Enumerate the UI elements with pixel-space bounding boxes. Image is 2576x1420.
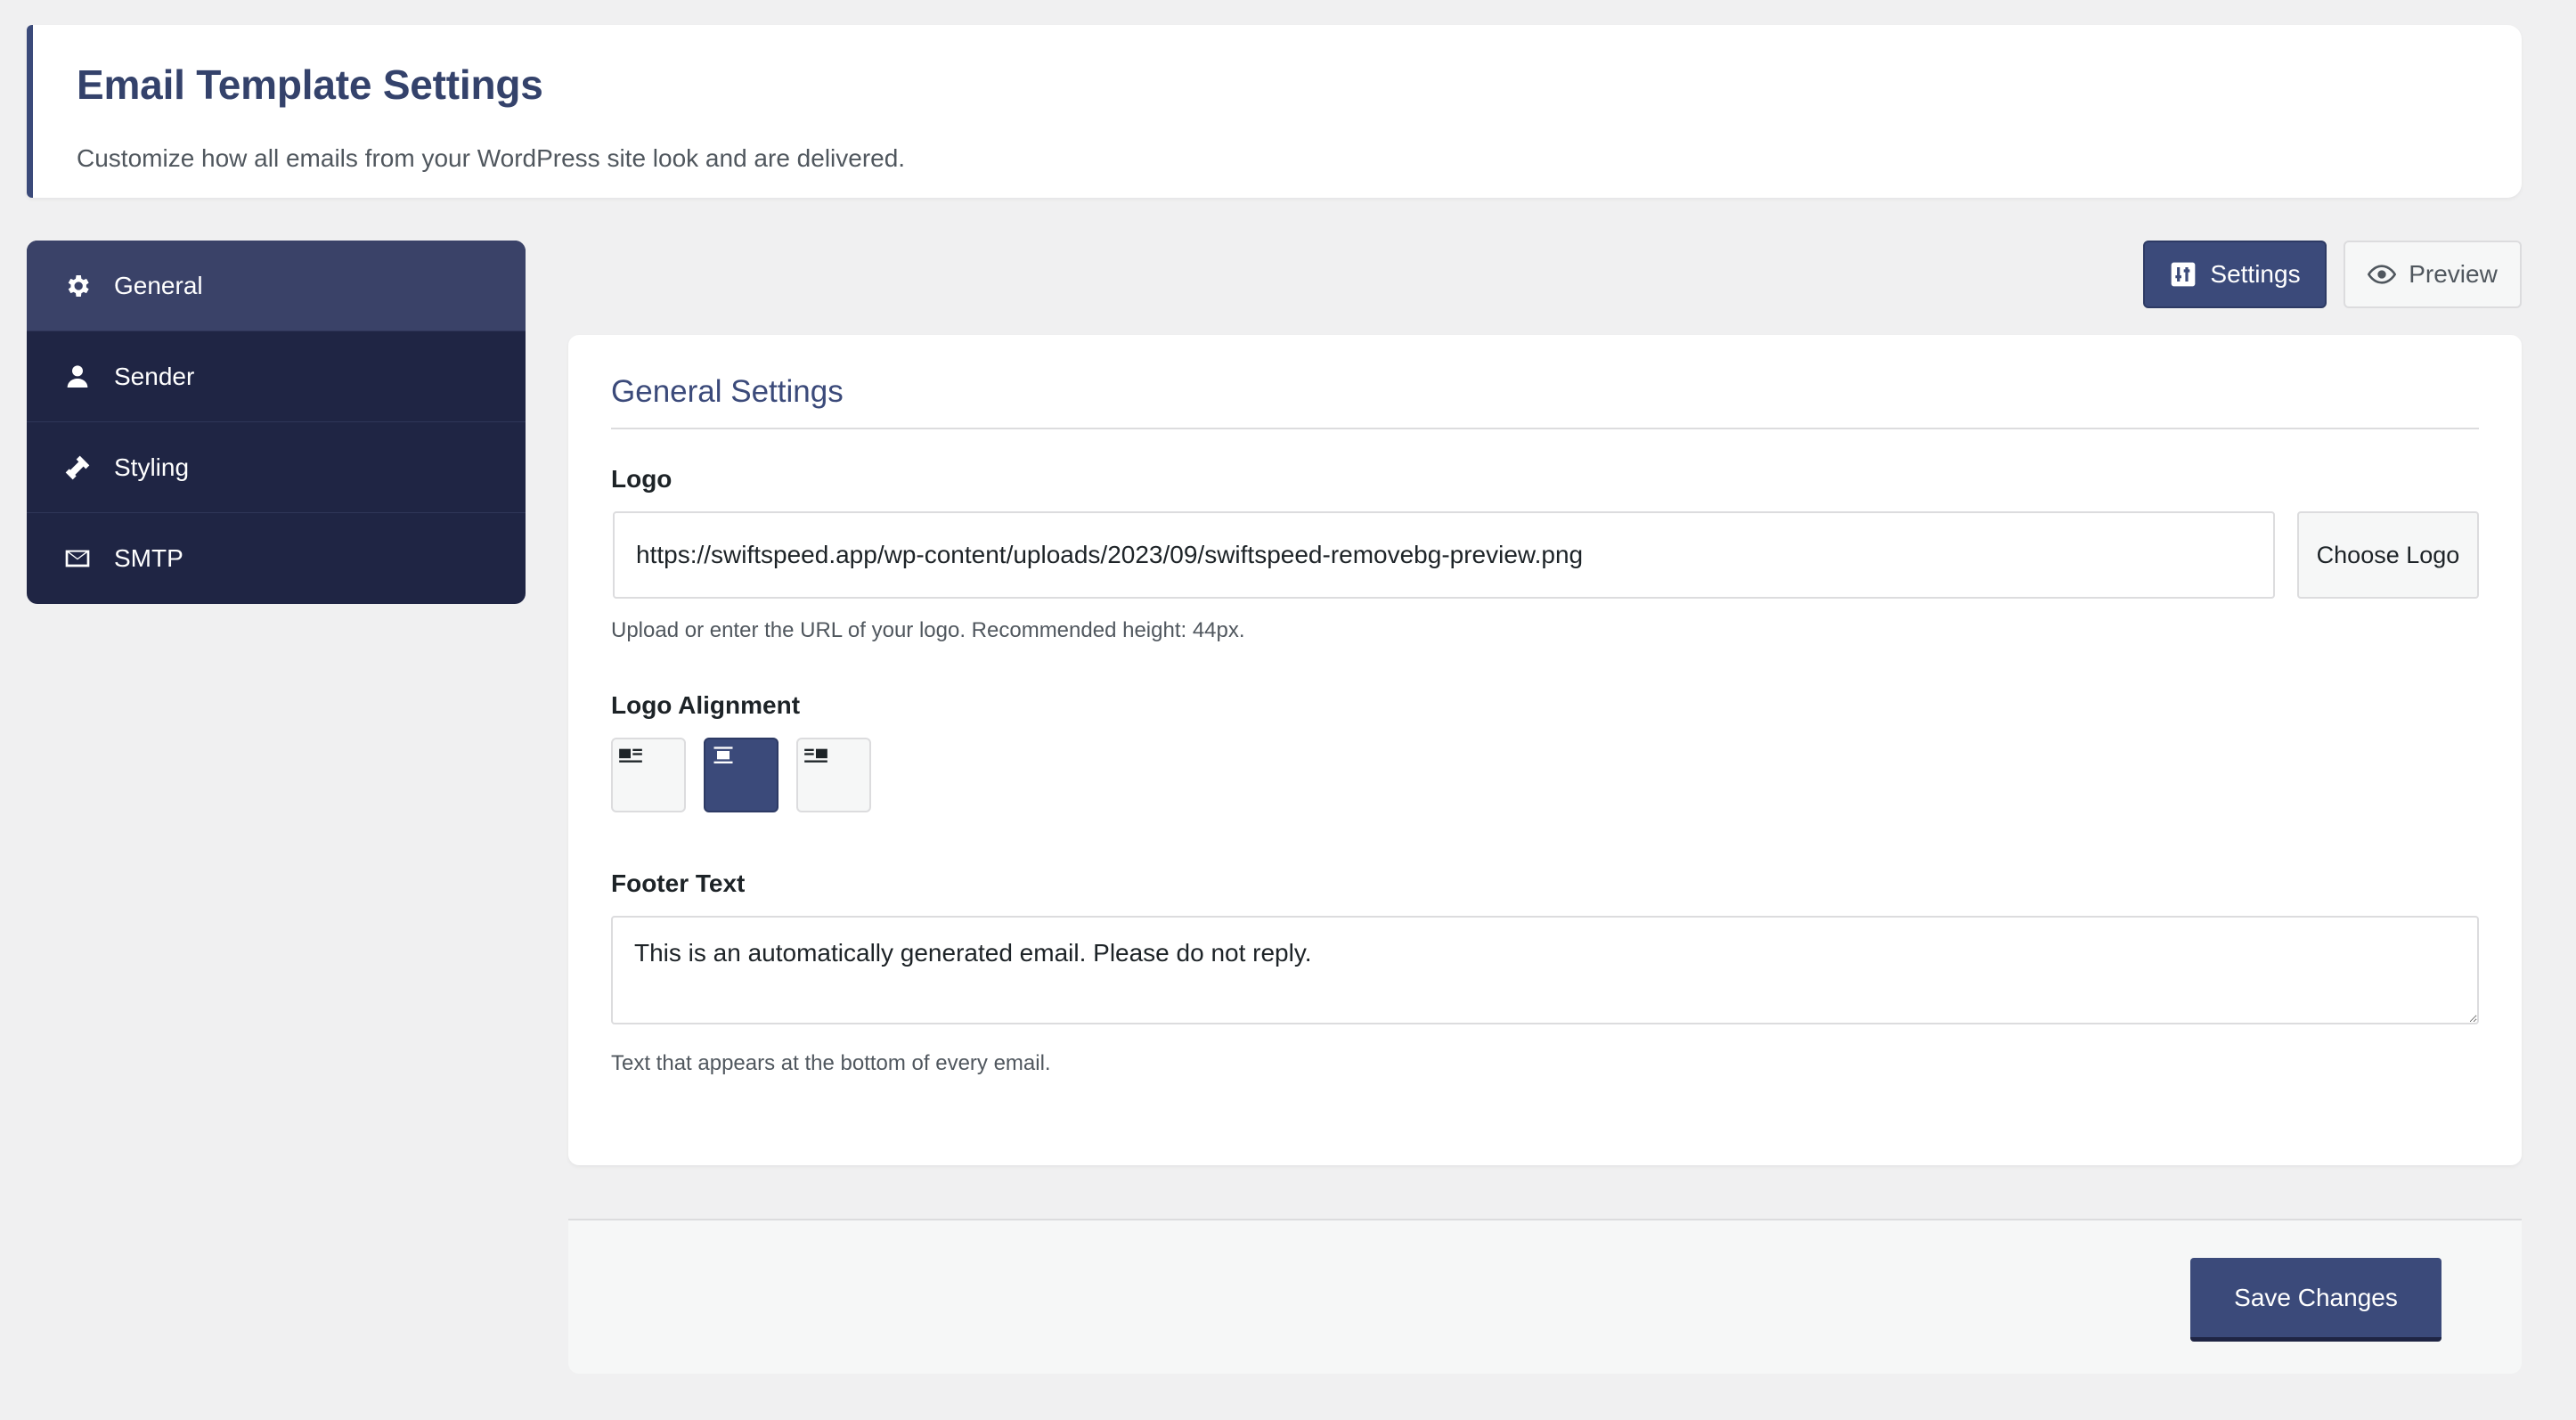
sidebar-item-label: Sender bbox=[114, 362, 195, 390]
sidebar-item-label: Styling bbox=[114, 453, 190, 481]
section-title: General Settings bbox=[611, 374, 844, 409]
footer-text-input[interactable] bbox=[611, 916, 2479, 1024]
section-divider bbox=[611, 428, 2479, 429]
sliders-icon bbox=[2169, 260, 2197, 289]
page-header bbox=[27, 25, 2522, 198]
align-right-icon bbox=[803, 745, 828, 770]
align-center-button[interactable] bbox=[704, 738, 779, 812]
logo-url-input[interactable] bbox=[613, 511, 2275, 599]
logo-alignment-label: Logo Alignment bbox=[611, 691, 801, 719]
page-title: Email Template Settings bbox=[77, 61, 543, 108]
choose-logo-button[interactable]: Choose Logo bbox=[2297, 511, 2479, 599]
settings-view-button[interactable] bbox=[2143, 241, 2327, 308]
footer-text-label: Footer Text bbox=[611, 869, 746, 897]
settings-view-label: Settings bbox=[2210, 260, 2301, 288]
sidebar-item-styling[interactable] bbox=[27, 422, 526, 513]
footer-help-text: Text that appears at the bottom of every email. bbox=[611, 1051, 1051, 1075]
align-right-button[interactable] bbox=[796, 738, 871, 812]
save-bar bbox=[568, 1219, 2522, 1374]
sidebar-item-label: General bbox=[114, 271, 203, 299]
general-settings-panel bbox=[568, 335, 2522, 1165]
settings-sidebar bbox=[27, 241, 526, 604]
page-subtitle: Customize how all emails from your WordPress site look and are delivered. bbox=[77, 144, 906, 172]
person-icon bbox=[62, 362, 93, 392]
align-left-icon bbox=[618, 745, 643, 770]
preview-view-button[interactable] bbox=[2344, 241, 2522, 308]
gear-icon bbox=[62, 271, 93, 301]
preview-view-label: Preview bbox=[2409, 260, 2498, 288]
sidebar-item-label: SMTP bbox=[114, 544, 183, 572]
envelope-icon bbox=[62, 543, 93, 574]
align-left-button[interactable] bbox=[611, 738, 686, 812]
logo-label: Logo bbox=[611, 465, 673, 493]
brush-icon bbox=[62, 453, 93, 483]
logo-help-text: Upload or enter the URL of your logo. Recommended height: 44px. bbox=[611, 618, 1245, 642]
sidebar-item-sender[interactable] bbox=[27, 331, 526, 422]
eye-icon bbox=[2368, 260, 2396, 289]
sidebar-item-general[interactable] bbox=[27, 241, 526, 331]
sidebar-item-smtp[interactable] bbox=[27, 513, 526, 604]
align-center-icon bbox=[711, 745, 736, 770]
save-changes-button[interactable]: Save Changes bbox=[2190, 1258, 2441, 1342]
